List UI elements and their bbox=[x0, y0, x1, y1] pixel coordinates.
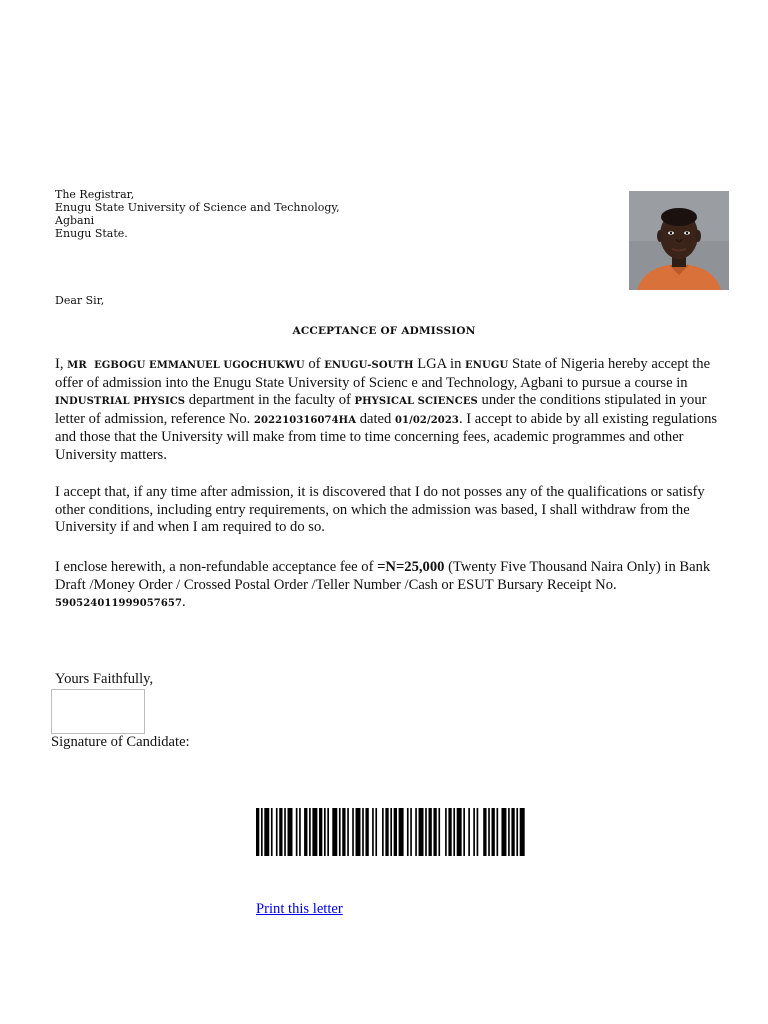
letter-heading: ACCEPTANCE OF ADMISSION bbox=[292, 325, 476, 337]
signature-label: Signature of Candidate: bbox=[51, 734, 190, 750]
barcode-bar bbox=[362, 808, 364, 856]
barcode-bar bbox=[365, 808, 368, 856]
text: . I accept to abide by all existing regulations and those that the University will make from time to time concerning fees, academic programmes and other University matters. bbox=[55, 410, 718, 463]
barcode-bar bbox=[453, 808, 455, 856]
candidate-name: EGBOGU EMMANUEL UGOCHUKWU bbox=[94, 360, 305, 371]
candidate-photo bbox=[629, 191, 729, 290]
barcode-bar bbox=[520, 808, 525, 856]
barcode-bar bbox=[342, 808, 345, 856]
barcode-bar bbox=[448, 808, 451, 856]
closing: Yours Faithfully, bbox=[55, 671, 154, 687]
barcode-bar bbox=[463, 808, 465, 856]
text: of bbox=[304, 356, 325, 372]
registrar-address bbox=[55, 188, 340, 240]
barcode-bar bbox=[399, 808, 404, 856]
barcode-bar bbox=[288, 808, 293, 856]
barcode-bar bbox=[457, 808, 462, 856]
barcode-bar bbox=[473, 808, 475, 856]
barcode-bar bbox=[261, 808, 263, 856]
withdrawal-paragraph: I accept that, if any time after admission, it is discovered that I do not posses any of the qualifications or satisfy other conditions, including entry requirements, on which the admission was based, I shall withdraw from the University if and when I am required to do so. bbox=[55, 484, 705, 536]
barcode-bar bbox=[299, 808, 301, 856]
candidate-title: MR bbox=[67, 360, 87, 371]
barcode-bar bbox=[352, 808, 354, 856]
barcode-bar bbox=[496, 808, 498, 856]
barcode-bar bbox=[508, 808, 510, 856]
acceptance-paragraph bbox=[55, 356, 720, 465]
course-name: INDUSTRIAL PHYSICS bbox=[55, 396, 186, 408]
barcode-bar bbox=[324, 808, 326, 856]
address-line: Agbani bbox=[55, 214, 95, 227]
address-line: The Registrar, bbox=[55, 188, 135, 201]
barcode-bar bbox=[438, 808, 440, 856]
barcode-bar bbox=[483, 808, 486, 856]
barcode-bar bbox=[492, 808, 495, 856]
barcode-bar bbox=[276, 808, 278, 856]
print-letter-link[interactable]: Print this letter bbox=[256, 901, 343, 917]
text: under the conditions stipulated in your letter of admission, reference No. bbox=[55, 392, 707, 427]
barcode-bar bbox=[327, 808, 329, 856]
barcode-bar bbox=[264, 808, 269, 856]
barcode-bar bbox=[296, 808, 298, 856]
address-line: Enugu State University of Science and Technology, bbox=[55, 201, 340, 214]
barcode-bar bbox=[284, 808, 286, 856]
barcode-bar bbox=[332, 808, 337, 856]
receipt-number: 590524011999057657 bbox=[55, 598, 183, 610]
barcode-bar bbox=[410, 808, 412, 856]
barcode-bar bbox=[347, 808, 349, 856]
barcode-bar bbox=[488, 808, 490, 856]
text: I, bbox=[55, 356, 68, 372]
barcode-bar bbox=[279, 808, 282, 856]
address-line: Enugu State. bbox=[55, 227, 128, 240]
barcode-bar bbox=[445, 808, 447, 856]
text: . bbox=[182, 594, 186, 611]
barcode-bar bbox=[433, 808, 436, 856]
barcode-bar bbox=[309, 808, 311, 856]
barcode-bar bbox=[516, 808, 518, 856]
barcode-bar bbox=[304, 808, 307, 856]
text: I enclose herewith, a non-refundable acceptance fee of bbox=[55, 559, 378, 575]
barcode-bar bbox=[312, 808, 317, 856]
text: (Twenty Five Thousand Naira Only) in Bank Draft /Money Order / Crossed Postal Order /Teller Number /Cash or ESUT Bursary Receipt No. bbox=[55, 559, 711, 593]
candidate-photo-image bbox=[629, 191, 729, 290]
text: department in the faculty of bbox=[185, 392, 355, 409]
barcode-bar bbox=[319, 808, 322, 856]
barcode-bar bbox=[428, 808, 431, 856]
admission-date: 01/02/2023 bbox=[394, 414, 459, 426]
barcode-bar bbox=[356, 808, 361, 856]
barcode-bar bbox=[468, 808, 470, 856]
barcode-bar bbox=[382, 808, 384, 856]
text: State of Nigeria hereby accept the offer of admission into the Enugu State University of Scienc e and Technology, Agbani to pursue a course in bbox=[55, 356, 711, 391]
barcode-bar bbox=[477, 808, 479, 856]
salutation: Dear Sir, bbox=[55, 294, 105, 307]
candidate-state: ENUGU bbox=[465, 360, 509, 371]
barcode-bar bbox=[511, 808, 514, 856]
barcode-bar bbox=[501, 808, 506, 856]
text: LGA in bbox=[413, 356, 466, 372]
barcode-bar bbox=[390, 808, 392, 856]
barcode-bar bbox=[407, 808, 409, 856]
barcode-bar bbox=[372, 808, 374, 856]
faculty-name: PHYSICAL SCIENCES bbox=[354, 396, 478, 408]
fee-paragraph bbox=[55, 559, 720, 613]
fee-amount: =N=25,000 bbox=[377, 559, 445, 575]
barcode-bar bbox=[256, 808, 259, 856]
candidate-lga: ENUGU-SOUTH bbox=[324, 360, 414, 371]
barcode-bar bbox=[339, 808, 341, 856]
signature-box bbox=[51, 689, 145, 734]
barcode-bar bbox=[419, 808, 424, 856]
barcode-bar bbox=[425, 808, 427, 856]
barcode-bar bbox=[385, 808, 388, 856]
barcode bbox=[256, 808, 528, 856]
text: dated bbox=[356, 410, 395, 427]
barcode-bar bbox=[415, 808, 417, 856]
barcode-bar bbox=[394, 808, 397, 856]
barcode-bar bbox=[375, 808, 377, 856]
reference-number: 202210316074HA bbox=[253, 414, 357, 426]
barcode-bar bbox=[271, 808, 273, 856]
